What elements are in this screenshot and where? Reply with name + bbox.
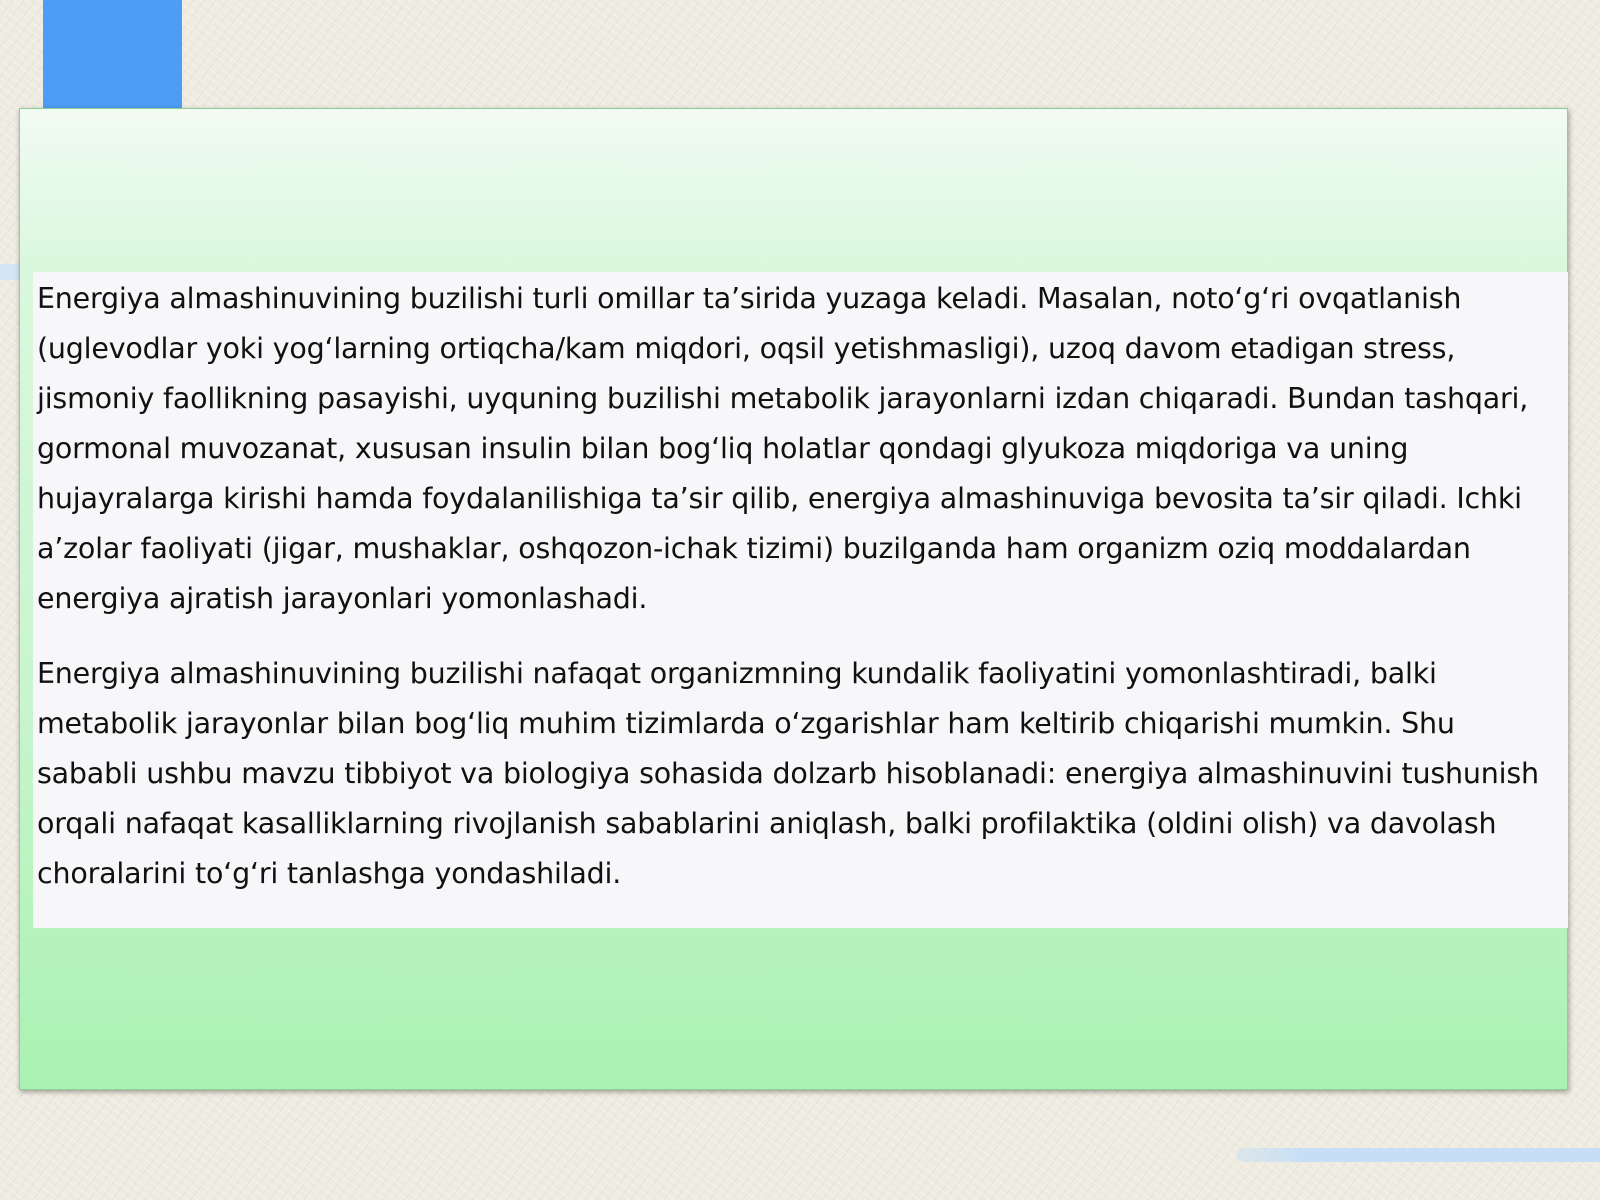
blue-accent-tab: [43, 0, 182, 110]
text-box: [33, 272, 1568, 928]
paragraph-causes: Energiya almashinuvining buzilishi turli omillar ta’sirida yuzaga keladi. Masalan, noto‘g‘ri ovqatlanish (uglevodlar yoki yog‘larning ortiqcha/kam miqdori, oqsil yetishmasligi), uzoq davom etadigan stress, jismoniy faollikning pasayishi, uyquning buzilishi metabolik jarayonlarni izdan chiqaradi. Bundan tashqari, gormonal muvozanat, xususan insulin bilan bog‘liq holatlar qondagi glyukoza miqdoriga va uning hujayralarga kirishi hamda foydalanilishiga ta’sir qilib, energiya almashinuviga bevosita ta’sir qiladi. Ichki a’zolar faoliyati (jigar, mushaklar, oshqozon-ichak tizimi) buzilganda ham organizm oziq moddalardan energiya ajratish jarayonlari yomonlashadi.: [37, 282, 1529, 615]
paragraph-significance: Energiya almashinuvining buzilishi nafaqat organizmning kundalik faoliyatini yomonlashtiradi, balki metabolik jarayonlar bilan bog‘liq muhim tizimlarda o‘zgarishlar ham keltirib chiqarishi mumkin. Shu sababli ushbu mavzu tibbiyot va biologiya sohasida dolzarb hisoblanadi: energiya almashinuvini tushunish orqali nafaqat kasalliklarning rivojlanish sabablarini aniqlash, balki profilaktika (oldini olish) va davolash choralarini to‘g‘ri tanlashga yondashiladi.: [37, 657, 1539, 890]
left-decorative-stripe: [0, 264, 20, 280]
bottom-decorative-stripe: [1236, 1148, 1600, 1162]
